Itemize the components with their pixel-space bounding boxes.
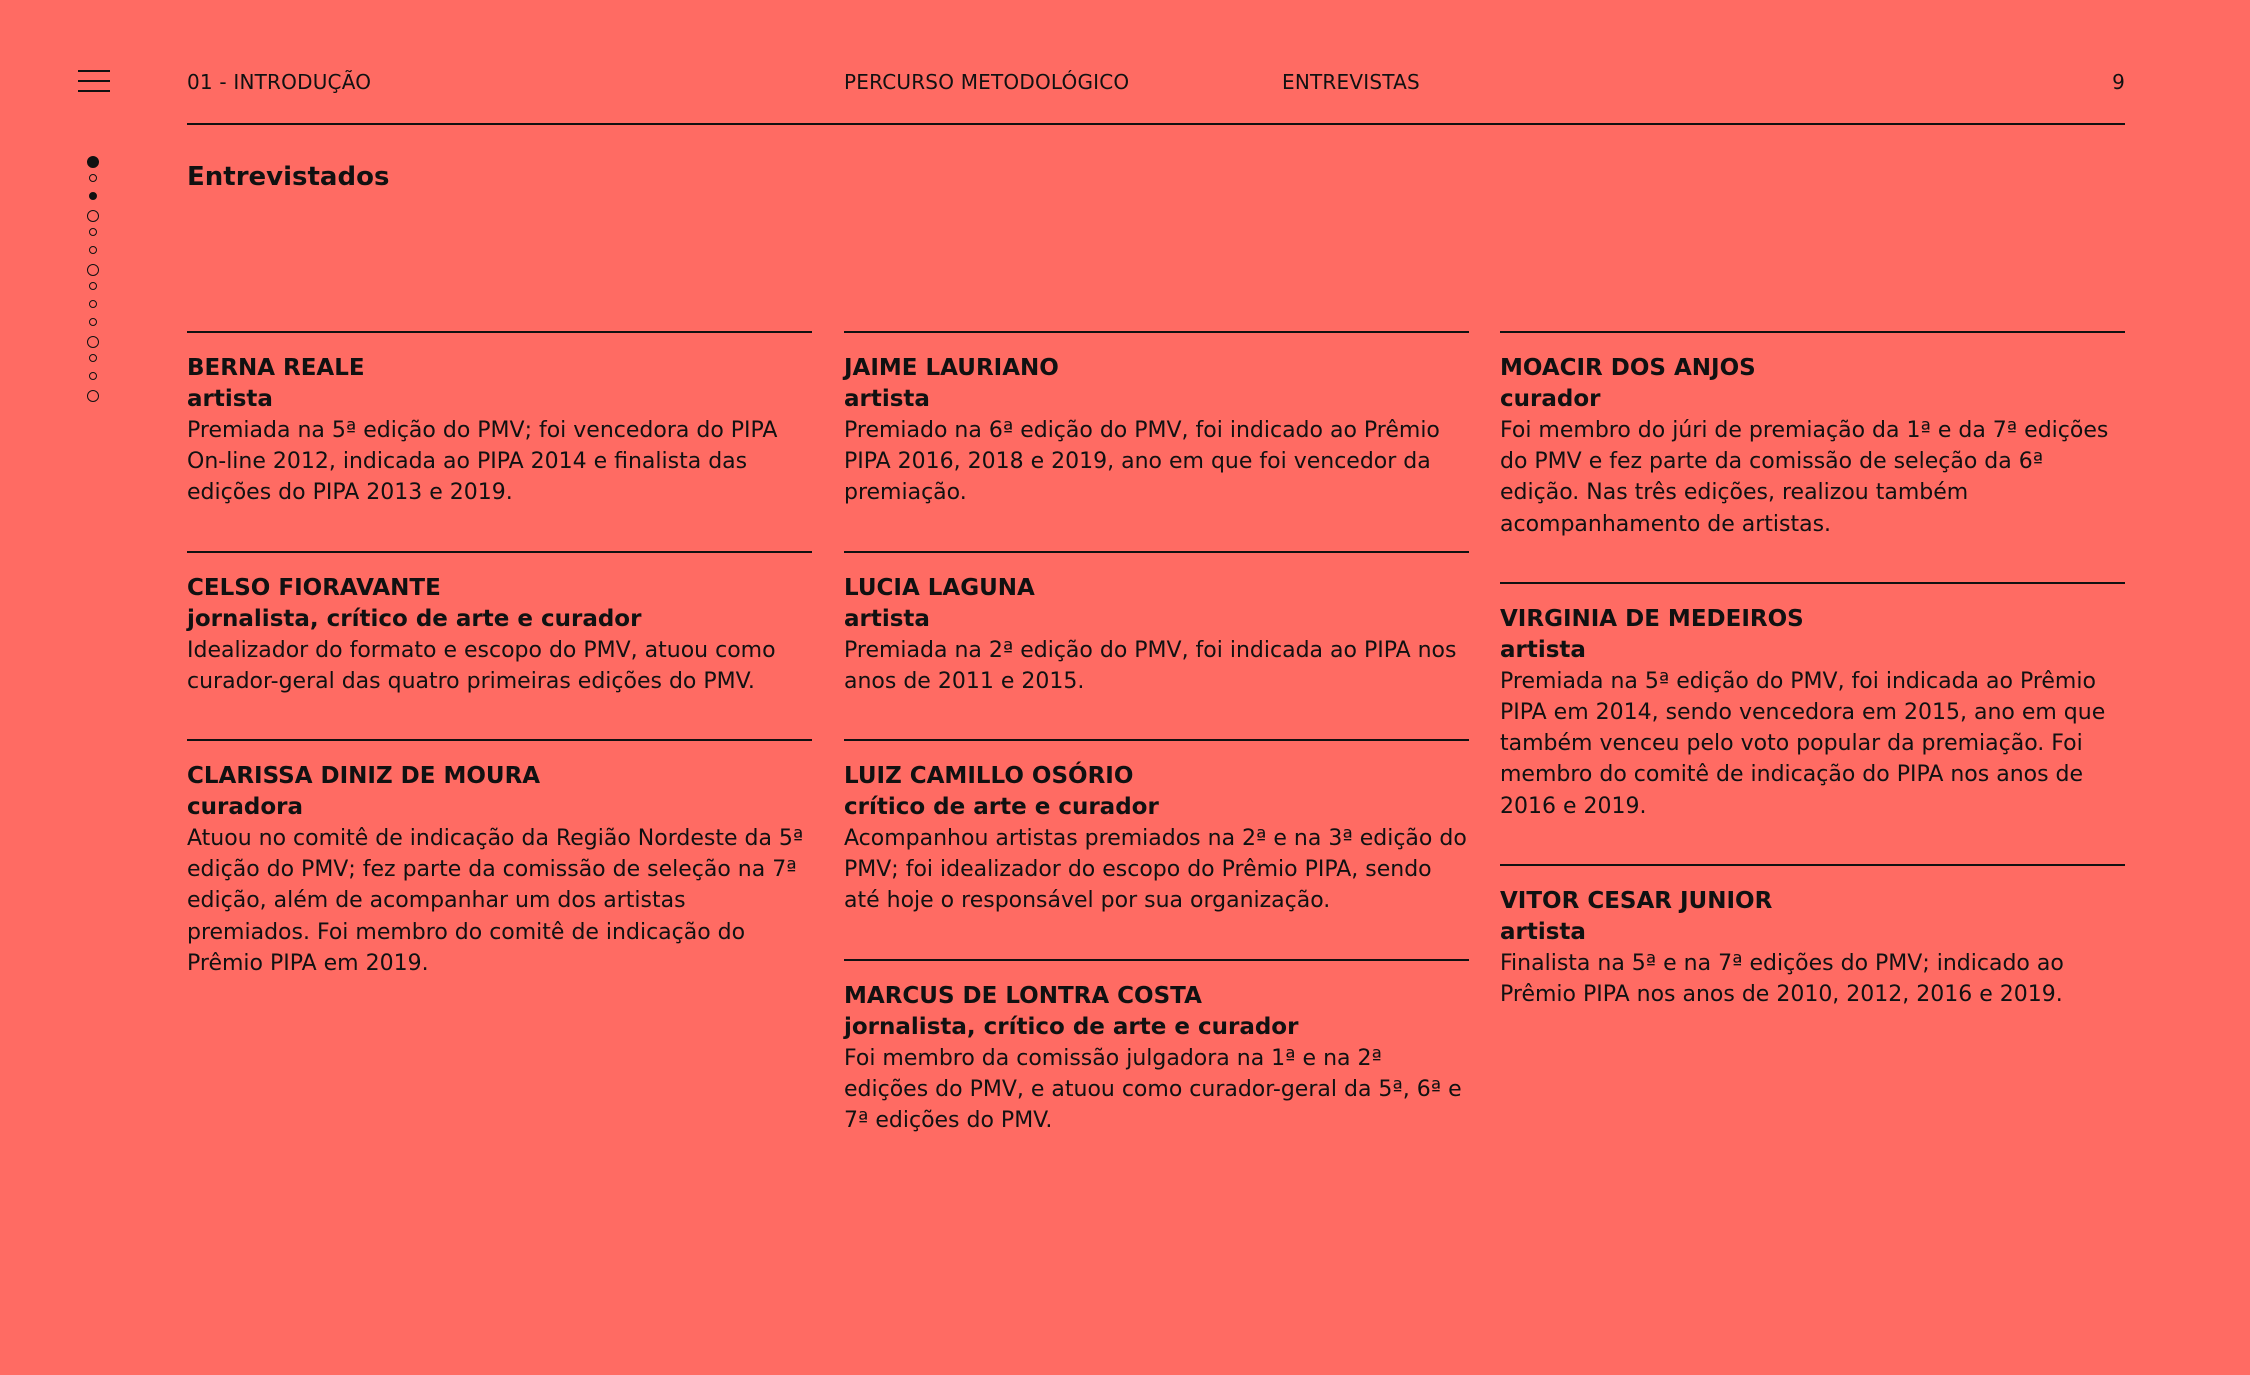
- interviewee-bio: Premiado na 6ª edição do PMV, foi indicado ao Prêmio PIPA 2016, 2018 e 2019, ano em que foi vencedor da premiação.: [844, 418, 1440, 506]
- interviewee-entry: [187, 331, 812, 509]
- page-dot-icon[interactable]: [87, 390, 99, 402]
- interviewee-entry: [1500, 864, 2125, 1010]
- interviewee-name: JAIME LAURIANO: [844, 355, 1059, 381]
- interviewee-role: artista: [844, 386, 930, 412]
- interviewee-entry: [844, 959, 1469, 1137]
- interviewee-entry: [844, 551, 1469, 697]
- interviewee-entry: [187, 739, 812, 979]
- interviewees-column-3: [1500, 331, 2125, 1052]
- interviewee-name: CELSO FIORAVANTE: [187, 574, 441, 601]
- interviewee-bio: Acompanhou artistas premiados na 2ª e na 3ª edição do PMV; foi idealizador do escopo do Prêmio PIPA, sendo até hoje o responsável por sua organização.: [844, 826, 1467, 914]
- interviewee-role: artista: [1500, 918, 1586, 945]
- interviewee-bio: Foi membro da comissão julgadora na 1ª e na 2ª edições do PMV, e atuou como curador-geral da 5ª, 6ª e 7ª edições do PMV.: [844, 1045, 1462, 1134]
- interviewee-name: BERNA REALE: [187, 355, 365, 381]
- page-dot-icon[interactable]: [87, 210, 99, 222]
- page-dot-icon[interactable]: [89, 318, 97, 326]
- interviewee-role: artista: [187, 386, 273, 412]
- section-title: Entrevistados: [187, 162, 390, 192]
- interviewee-role: curadora: [187, 794, 303, 821]
- page-dot-icon[interactable]: [89, 174, 97, 182]
- interviewee-name: MOACIR DOS ANJOS: [1500, 355, 1756, 381]
- interviewee-entry: [844, 739, 1469, 917]
- interviewee-name: LUIZ CAMILLO OSÓRIO: [844, 763, 1134, 790]
- page-dot-icon[interactable]: [87, 264, 99, 276]
- header-divider: [187, 123, 2125, 125]
- interviewees-column-1: [187, 331, 812, 1021]
- page-dot-icon[interactable]: [89, 246, 97, 254]
- page-number: 9: [2112, 70, 2125, 94]
- page-dot-icon[interactable]: [89, 282, 97, 290]
- interviewee-bio: Premiada na 5ª edição do PMV, foi indicada ao Prêmio PIPA em 2014, sendo vencedora em 2015, ano em que também venceu pelo voto popular da premiação. Foi membro do comitê de indicação do PIPA nos anos de 2016 e 2019.: [1500, 668, 2106, 819]
- interviewee-entry: [1500, 582, 2125, 822]
- interviewee-role: curador: [1500, 386, 1601, 412]
- interviewee-bio: Finalista na 5ª e na 7ª edições do PMV; indicado ao Prêmio PIPA nos anos de 2010, 2012, 2016 e 2019.: [1500, 950, 2064, 1008]
- page-dot-icon[interactable]: [89, 300, 97, 308]
- interviewee-role: jornalista, crítico de arte e curador: [844, 1013, 1299, 1040]
- interviewees-column-2: [844, 331, 1469, 1178]
- page-dot-icon[interactable]: [89, 372, 97, 380]
- interviewee-role: crítico de arte e curador: [844, 794, 1159, 821]
- interviewee-bio: Premiada na 2ª edição do PMV, foi indicada ao PIPA nos anos de 2011 e 2015.: [844, 637, 1457, 694]
- interviewee-name: CLARISSA DINIZ DE MOURA: [187, 763, 541, 790]
- interviewee-name: VITOR CESAR JUNIOR: [1500, 887, 1773, 914]
- interviewee-name: LUCIA LAGUNA: [844, 574, 1035, 601]
- page-dot-icon[interactable]: [87, 156, 99, 168]
- interviewee-name: VIRGINIA DE MEDEIROS: [1500, 605, 1804, 632]
- interviewee-bio: Idealizador do formato e escopo do PMV, atuou como curador-geral das quatro primeiras edições do PMV.: [187, 637, 776, 694]
- hamburger-menu-icon[interactable]: [78, 70, 110, 92]
- header-chapter[interactable]: 01 - INTRODUÇÃO: [187, 70, 372, 94]
- page-dot-icon[interactable]: [87, 336, 99, 348]
- page-dot-icon[interactable]: [89, 354, 97, 362]
- interviewee-entry: [1500, 331, 2125, 540]
- interviewee-role: artista: [844, 605, 930, 632]
- interviewee-entry: [844, 331, 1469, 509]
- interviewee-role: jornalista, crítico de arte e curador: [187, 605, 642, 632]
- header-section-interviews[interactable]: ENTREVISTAS: [1282, 70, 1420, 94]
- interviewee-bio: Atuou no comitê de indicação da Região Nordeste da 5ª edição do PMV; fez parte da comissão de seleção na 7ª edição, além de acompanhar um dos artistas premiados. Foi membro do comitê de indicação do Prêmio PIPA em 2019.: [187, 826, 804, 976]
- interviewee-entry: [187, 551, 812, 697]
- header-section-methodology[interactable]: PERCURSO METODOLÓGICO: [844, 70, 1130, 94]
- page-dot-icon[interactable]: [89, 228, 97, 236]
- page-dot-icon[interactable]: [89, 192, 97, 200]
- interviewee-bio: Foi membro do júri de premiação da 1ª e da 7ª edições do PMV e fez parte da comissão de seleção da 6ª edição. Nas três edições, realizou também acompanhamento de artistas.: [1500, 418, 2109, 537]
- interviewee-role: artista: [1500, 636, 1586, 663]
- interviewee-bio: Premiada na 5ª edição do PMV; foi vencedora do PIPA On-line 2012, indicada ao PIPA 2014 e finalista das edições do PIPA 2013 e 2019.: [187, 418, 778, 506]
- interviewee-name: MARCUS DE LONTRA COSTA: [844, 982, 1202, 1009]
